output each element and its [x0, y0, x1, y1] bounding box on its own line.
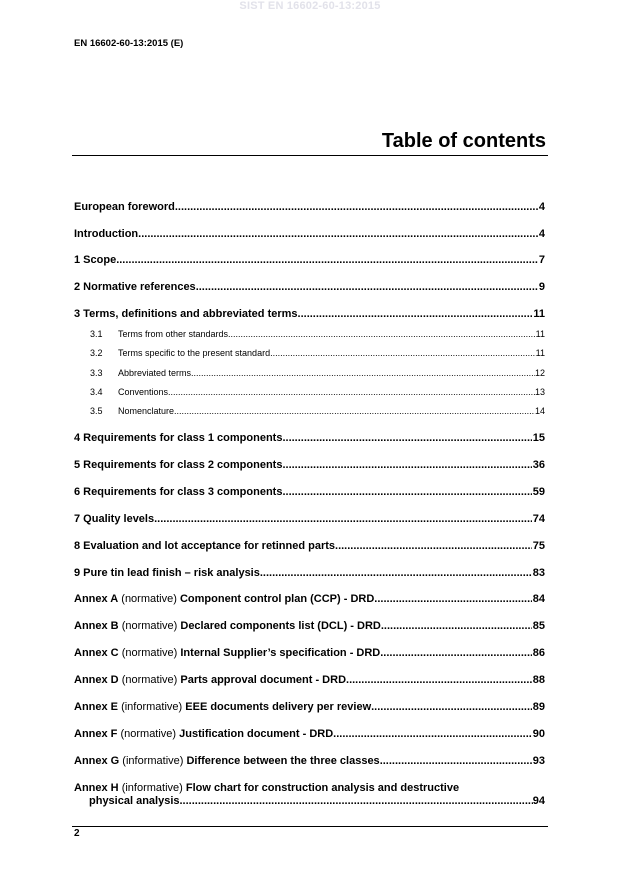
annex-title: Flow chart for construction analysis and destructive [185, 782, 460, 794]
leader-dots [175, 201, 538, 213]
toc-annex-entry[interactable] [74, 674, 545, 686]
toc-subentry-number: 3.5 [90, 406, 103, 416]
annex-label: Annex G [74, 755, 120, 767]
toc-entry-page: 75 [532, 540, 545, 552]
toc-entry[interactable] [74, 459, 545, 471]
toc-entry-page: 94 [532, 795, 545, 807]
annex-title-continued: physical analysis [89, 795, 180, 807]
toc-entry-page: 84 [532, 593, 545, 605]
annex-title: Justification document - DRD [179, 728, 334, 740]
toc-entry-page: 83 [532, 567, 545, 579]
toc-annex-entry[interactable] [74, 728, 545, 740]
annex-title: Declared components list (DCL) - DRD [180, 620, 381, 632]
leader-dots [168, 387, 535, 397]
toc-entry-text: 7 Quality levels [74, 513, 155, 525]
toc-subentry-text: Terms specific to the present standard [118, 348, 271, 358]
toc-subentry-page: 11 [535, 348, 545, 358]
toc-subentry-page: 11 [535, 329, 545, 339]
leader-dots [380, 647, 532, 659]
page-title: Table of contents [381, 130, 546, 152]
toc-entry-page: 4 [538, 201, 545, 213]
toc-subentry-text: Abbreviated terms [118, 368, 192, 378]
toc-subentry[interactable] [90, 387, 545, 397]
toc-entry-page: 90 [532, 728, 545, 740]
toc-entry[interactable] [74, 567, 545, 579]
leader-dots [260, 567, 532, 579]
toc-entry-page: 15 [532, 432, 545, 444]
toc-entry-text: 1 Scope [74, 254, 117, 266]
toc-entry-text: 4 Requirements for class 1 components [74, 432, 283, 444]
toc-subentry-number: 3.2 [90, 348, 103, 358]
leader-dots [380, 755, 532, 767]
annex-title: Component control plan (CCP) - DRD [179, 593, 375, 605]
toc-entry[interactable] [74, 513, 545, 525]
toc-subentry-page: 12 [534, 368, 545, 378]
leader-dots [381, 620, 532, 632]
toc-entry-page: 88 [532, 674, 545, 686]
toc-entry[interactable] [74, 540, 545, 552]
leader-dots [371, 701, 532, 713]
toc-subentry-number: 3.3 [90, 368, 103, 378]
watermark: SIST EN 16602-60-13:2015 [239, 0, 381, 12]
annex-title: Internal Supplier’s specification - DRD [180, 647, 381, 659]
toc-annex-entry[interactable] [74, 593, 545, 605]
toc-subentry[interactable] [90, 368, 545, 378]
annex-label: Annex A [74, 593, 119, 605]
annex-kind: (normative) [121, 620, 178, 632]
toc-annex-entry[interactable] [74, 755, 545, 767]
toc-entry-page: 7 [538, 254, 545, 266]
annex-title: EEE documents delivery per review [185, 701, 372, 713]
leader-dots [174, 406, 535, 416]
leader-dots [335, 540, 532, 552]
page-number: 2 [74, 828, 80, 839]
toc-entry-text: 5 Requirements for class 2 components [74, 459, 283, 471]
leader-dots [154, 513, 532, 525]
leader-dots [282, 459, 531, 471]
toc-entry[interactable] [74, 201, 545, 213]
toc-annex-entry[interactable] [74, 620, 545, 632]
toc-subentry-text: Nomenclature [118, 406, 175, 416]
toc-subentry[interactable] [90, 348, 545, 358]
leader-dots [270, 348, 536, 358]
toc-entry-page: 4 [538, 228, 545, 240]
toc-subentry-number: 3.4 [90, 387, 103, 397]
toc-entry-page: 89 [532, 701, 545, 713]
footer-divider [72, 826, 548, 827]
toc-entry[interactable] [74, 308, 545, 320]
leader-dots [333, 728, 532, 740]
leader-dots [191, 368, 535, 378]
leader-dots [298, 308, 533, 320]
annex-kind: (normative) [121, 674, 178, 686]
annex-label: Annex D [74, 674, 119, 686]
leader-dots [282, 432, 531, 444]
toc-entry[interactable] [74, 228, 545, 240]
toc-subentry-page: 14 [534, 406, 545, 416]
annex-label: Annex B [74, 620, 119, 632]
annex-kind: (informative) [122, 755, 184, 767]
annex-kind: (normative) [121, 647, 178, 659]
annex-label: Annex F [74, 728, 118, 740]
toc-entry-text: 3 Terms, definitions and abbreviated terms [74, 308, 298, 320]
toc-entry-page: 36 [532, 459, 545, 471]
title-divider [72, 155, 548, 156]
toc-entry[interactable] [74, 432, 545, 444]
toc-entry-text: Introduction [74, 228, 139, 240]
leader-dots [374, 593, 531, 605]
toc-annex-entry[interactable] [74, 647, 545, 659]
leader-dots [116, 254, 538, 266]
toc-subentry-page: 13 [534, 387, 545, 397]
leader-dots [228, 329, 536, 339]
toc-entry-page: 86 [532, 647, 545, 659]
toc-entry[interactable] [74, 486, 545, 498]
toc-subentry-number: 3.1 [90, 329, 103, 339]
toc-entry-page: 93 [532, 755, 545, 767]
annex-label: Annex H [74, 782, 119, 794]
annex-kind: (informative) [121, 782, 183, 794]
toc-subentry-text: Conventions [118, 387, 169, 397]
annex-kind: (informative) [121, 701, 183, 713]
toc-entry-page: 11 [533, 308, 545, 320]
toc-subentry[interactable] [90, 329, 545, 339]
annex-label: Annex C [74, 647, 119, 659]
toc-subentry-text: Terms from other standards [118, 329, 229, 339]
annex-label: Annex E [74, 701, 119, 713]
annex-title: Parts approval document - DRD [180, 674, 347, 686]
document-id: EN 16602-60-13:2015 (E) [74, 38, 184, 49]
toc-entry-page: 74 [532, 513, 545, 525]
annex-kind: (normative) [121, 593, 177, 605]
toc-entry-text: European foreword [74, 201, 175, 213]
toc-entry[interactable] [74, 254, 545, 266]
toc-entry-text: 6 Requirements for class 3 components [74, 486, 283, 498]
leader-dots [196, 281, 538, 293]
toc-entry-text: 9 Pure tin lead finish – risk analysis [74, 567, 260, 579]
leader-dots [180, 795, 533, 807]
leader-dots [282, 486, 531, 498]
annex-title: Difference between the three classes [186, 755, 380, 767]
toc-annex-entry[interactable] [74, 782, 545, 807]
toc-entry-text: 8 Evaluation and lot acceptance for retinned parts [74, 540, 336, 552]
toc-entry-page: 9 [538, 281, 545, 293]
toc-entry-text: 2 Normative references [74, 281, 196, 293]
leader-dots [138, 228, 538, 240]
toc-annex-entry[interactable] [74, 701, 545, 713]
leader-dots [346, 674, 532, 686]
toc-entry[interactable] [74, 281, 545, 293]
annex-kind: (normative) [120, 728, 177, 740]
toc-subentry[interactable] [90, 406, 545, 416]
toc-entry-page: 59 [532, 486, 545, 498]
toc-entry-page: 85 [532, 620, 545, 632]
